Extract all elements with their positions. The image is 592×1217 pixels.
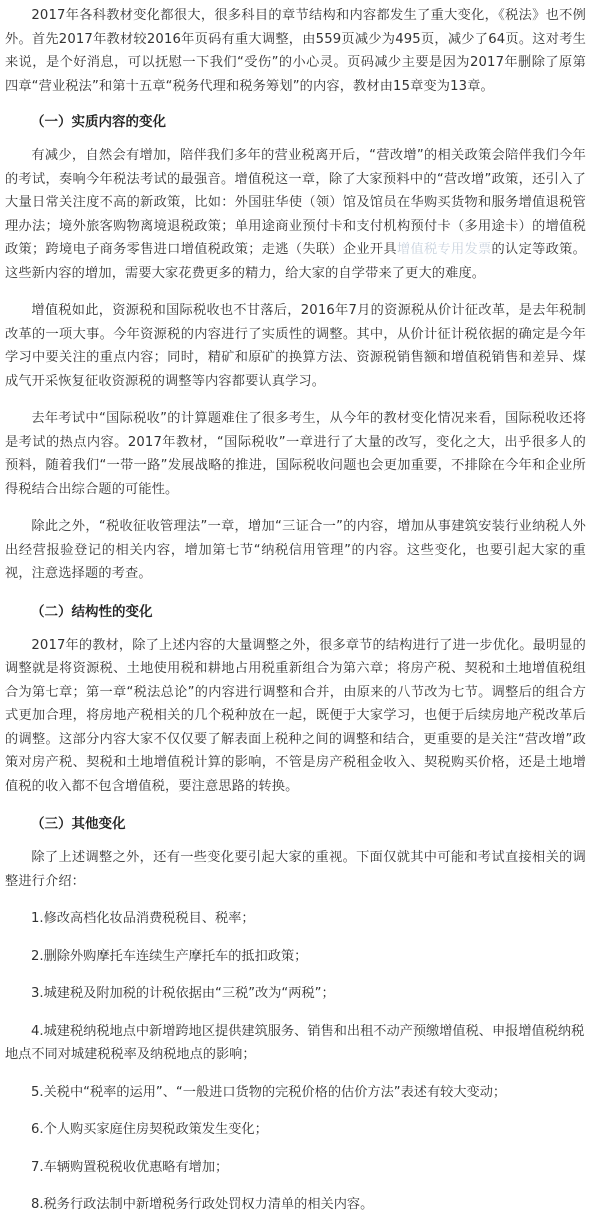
faint-text: 增值税专用发票: [396, 242, 492, 257]
intro-paragraph: 2017年各科教材变化都很大，很多科目的章节结构和内容都发生了重大变化，《税法》也不例外。首先2017年教材较2016年页码有重大调整，由559页减少为495页，减少了64页。这对考生来说，是个好消息，可以抚慰一下我们“受伤”的小心灵。页码减少主要是因为2017年删除了原第四章“营业税法”和第十五章“税务代理和税务筹划”的内容，教材由15章变为13章。: [5, 8, 586, 94]
section-heading-structural: （二）结构性的变化: [31, 603, 153, 620]
list-item: 4.城建税纳税地点中新增跨地区提供建筑服务、销售和出租不动产预缴增值税、申报增值税纳税地点不同对城建税税率及纳税地点的影响；: [5, 1023, 585, 1062]
paragraph-international-tax: 去年考试中“国际税收”的计算题难住了很多考生，从今年的教材变化情况来看，国际税收还将是考试的热点内容。2017年教材，“国际税收”一章进行了大量的改写，变化之大，出乎很多人的预料，随着我们“一带一路”发展战略的推进，国际税收问题也会更加重要，不排除在今年和企业所得税结合出综合题的可能性。: [5, 411, 586, 497]
paragraph-resource-tax: 增值税如此，资源税和国际税收也不甘落后，2016年7月的资源税从价计征改革，是去年税制改革的一项大事。今年资源税的内容进行了实质性的调整。其中，从价计征计税依据的确定是今年学习中要关注的重点内容；同时，精矿和原矿的换算方法、资源税销售额和增值税销售和差异、煤成气开采恢复征收资源税的调整等内容都要认真学习。: [5, 303, 586, 389]
list-item: 5.关税中“税率的运用”、“一般进口货物的完税价格的估价方法”表述有较大变动；: [31, 1084, 507, 1100]
paragraph-structure: 2017年的教材，除了上述内容的大量调整之外，很多章节的结构进行了进一步优化。最明显的调整就是将资源税、土地使用税和耕地占用税重新组合为第六章；将房产税、契税和土地增值税组合为第七章；第一章“税法总论”的内容进行调整和合并，由原来的八节改为七节。调整后的组合方式更加合理，将房地产税相关的几个税种放在一起，既便于大家学习，也便于后续房地产税改革后的调整。这部分内容大家不仅仅要了解表面上税种之间的调整和结合，更重要的是关注“营改增”政策对房产税、契税和土地增值税计算的影响，不管是房产税租金收入、契税购买价格，还是土地增值税的收入都不包含增值税，要注意思路的转换。: [5, 637, 586, 794]
paragraph-vat-text-end: 的认定等政策。这些新内容的增加，需要大家花费更多的精力，给大家的自学带来了更大的难度。: [5, 242, 586, 281]
paragraph-collection-law: 除此之外，“税收征收管理法”一章，增加“三证合一”的内容，增加从事建筑安装行业纳税人外出经营报验登记的相关内容，增加第七节“纳税信用管理”的内容。这些变化，也要引起大家的重视，注意选择题的考查。: [5, 519, 586, 581]
list-item: 3.城建税及附加税的计税依据由“三税”改为“两税”；: [31, 986, 335, 1001]
section-heading-other: （三）其他变化: [31, 816, 126, 832]
paragraph-vat: [5, 144, 586, 285]
list-item: 1.修改高档化妆品消费税税目、税率；: [31, 911, 255, 926]
paragraph-vat-text: 有减少，自然会有增加，陪伴我们多年的营业税离开后，“营改增”的相关政策会陪伴我们今年的考试，奏响今年税法考试的最强音。增值税这一章，除了大家预料中的“营改增”政策，还引入了大量日常关注度不高的新政策，比如：外国驻华使（领）馆及馆员在华购买货物和服务增值退税管理办法；境外旅客购物离境退税政策；单用途商业预付卡和支付机构预付卡（多用途卡）的增值税政策；跨境电子商务零售进口增值税政策；走逃（失联）企业开具: [5, 148, 586, 257]
list-item: 2.删除外购摩托车连续生产摩托车的抵扣政策；: [31, 948, 308, 964]
list-item: 8.税务行政法制中新增税务行政处罚权力清单的相关内容。: [31, 1197, 374, 1212]
paragraph-other-intro: 除了上述调整之外，还有一些变化要引起大家的重视。下面仅就其中可能和考试直接相关的调整进行介绍：: [5, 850, 586, 889]
section-heading-substantive: （一）实质内容的变化: [31, 114, 166, 130]
list-item: 7.车辆购置税税收优惠略有增加；: [31, 1159, 229, 1175]
list-item: 6.个人购买家庭住房契税政策发生变化；: [31, 1122, 268, 1137]
